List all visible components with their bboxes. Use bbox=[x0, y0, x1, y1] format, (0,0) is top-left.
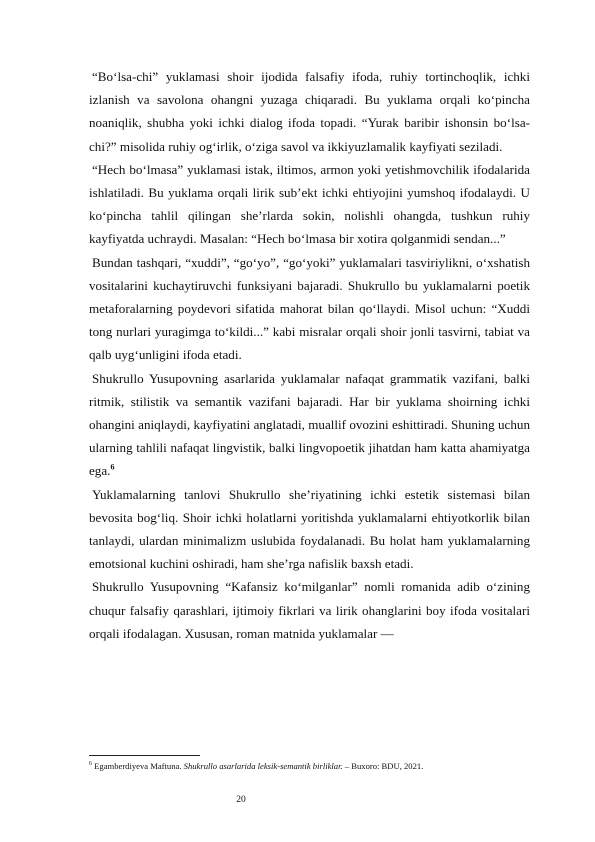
paragraph-yuklamalar-tanlovi: Yuklamalarning tanlovi Shukrullo she’riyatining ichki estetik sistemasi bilan bevosita bog‘liq. Shoir ichki holatlarni yoritishda yuklamalarni ehtiyotkorlik bilan tanlaydi, ulardan minimalizm uslubida foydalanadi. Bu holat ham yuklamalarning emotsional kuchini oshiradi, ham she’rga nafislik baxsh etadi. bbox=[89, 486, 530, 572]
footnote-title: Shukrullo asarlarida leksik-semantik birliklar. bbox=[183, 760, 343, 771]
body-text bbox=[89, 65, 530, 645]
footnote bbox=[89, 758, 539, 772]
footnote-reference[interactable]: 6 bbox=[110, 463, 115, 473]
paragraph-xuddi-goyo: Bundan tashqari, “xuddi”, “go‘yo”, “go‘yoki” yuklamalari tasviriylikni, o‘xshatish vositalarini kuchaytiruvchi funksiyani bajaradi. Shukrullo bu yuklamalarni poetik metaforalarning poydevori sifatida mahorat bilan qo‘llaydi. Misol uchun: “Xuddi tong nurlari yuragimga to‘kildi...” kabi misralar orqali shoir jonli tasvirni, tabiat va qalb uyg‘unligini ifoda etadi. bbox=[89, 254, 530, 363]
page-number: 20 bbox=[236, 795, 246, 805]
paragraph-yuklamalar-vazifasi bbox=[89, 367, 530, 483]
paragraph-text: Shukrullo Yusupovning asarlarida yuklamalar nafaqat grammatik vazifani, balki ritmik, stilistik va semantik vazifani bajaradi. Har bir yuklama shoirning ichki ohangini aniqlaydi, kayfiyatini anglatadi, muallif ovozini eshittiradi. Shuning uchun ularning tahlili nafaqat lingvistik, balki lingvopoetik jihatdan ham katta ahamiyatga ega. bbox=[89, 370, 530, 479]
paragraph-bolsa-chi: “Bo‘lsa-chi” yuklamasi shoir ijodida falsafiy ifoda, ruhiy tortinchoqlik, ichki izlanish va savolona ohangni yuzaga chiqaradi. Bu yuklama orqali ko‘pincha noaniqlik, shubha yoki ichki dialog ifoda topadi. “Yurak baribir ishonsin bo‘lsa-chi?” misolida ruhiy og‘irlik, o‘ziga savol va ikkiyuzlamalik kayfiyati seziladi. bbox=[89, 69, 530, 154]
footnote-divider bbox=[89, 755, 200, 756]
footnote-publisher: – Buxoro: BDU, 2021. bbox=[344, 760, 424, 771]
footnote-author: Egamberdiyeva Maftuna. bbox=[94, 760, 182, 771]
paragraph-hech-bolmasa: “Hech bo‘lmasa” yuklamasi istak, iltimos, armon yoki yetishmovchilik ifodalarida ishlatiladi. Bu yuklama orqali lirik sub’ekt ichki ehtiyojini yumshoq ifodalaydi. U ko‘pincha tahlil qilingan she’rlarda sokin, nolishli ohangda, tushkun ruhiy kayfiyatda uchraydi. Masalan: “Hech bo‘lmasa bir xotira qolganmidi sendan...” bbox=[89, 161, 530, 247]
paragraph-kafansiz-komilganlar: Shukrullo Yusupovning “Kafansiz ko‘milganlar” nomli romanida adib o‘zining chuqur falsafiy qarashlari, ijtimoiy fikrlari va lirik ohanglarini boy ifoda vositalari orqali ifodalagan. Xususan, roman matnida yuklamalar — bbox=[89, 579, 530, 641]
footnote-marker: 6 bbox=[89, 761, 92, 767]
